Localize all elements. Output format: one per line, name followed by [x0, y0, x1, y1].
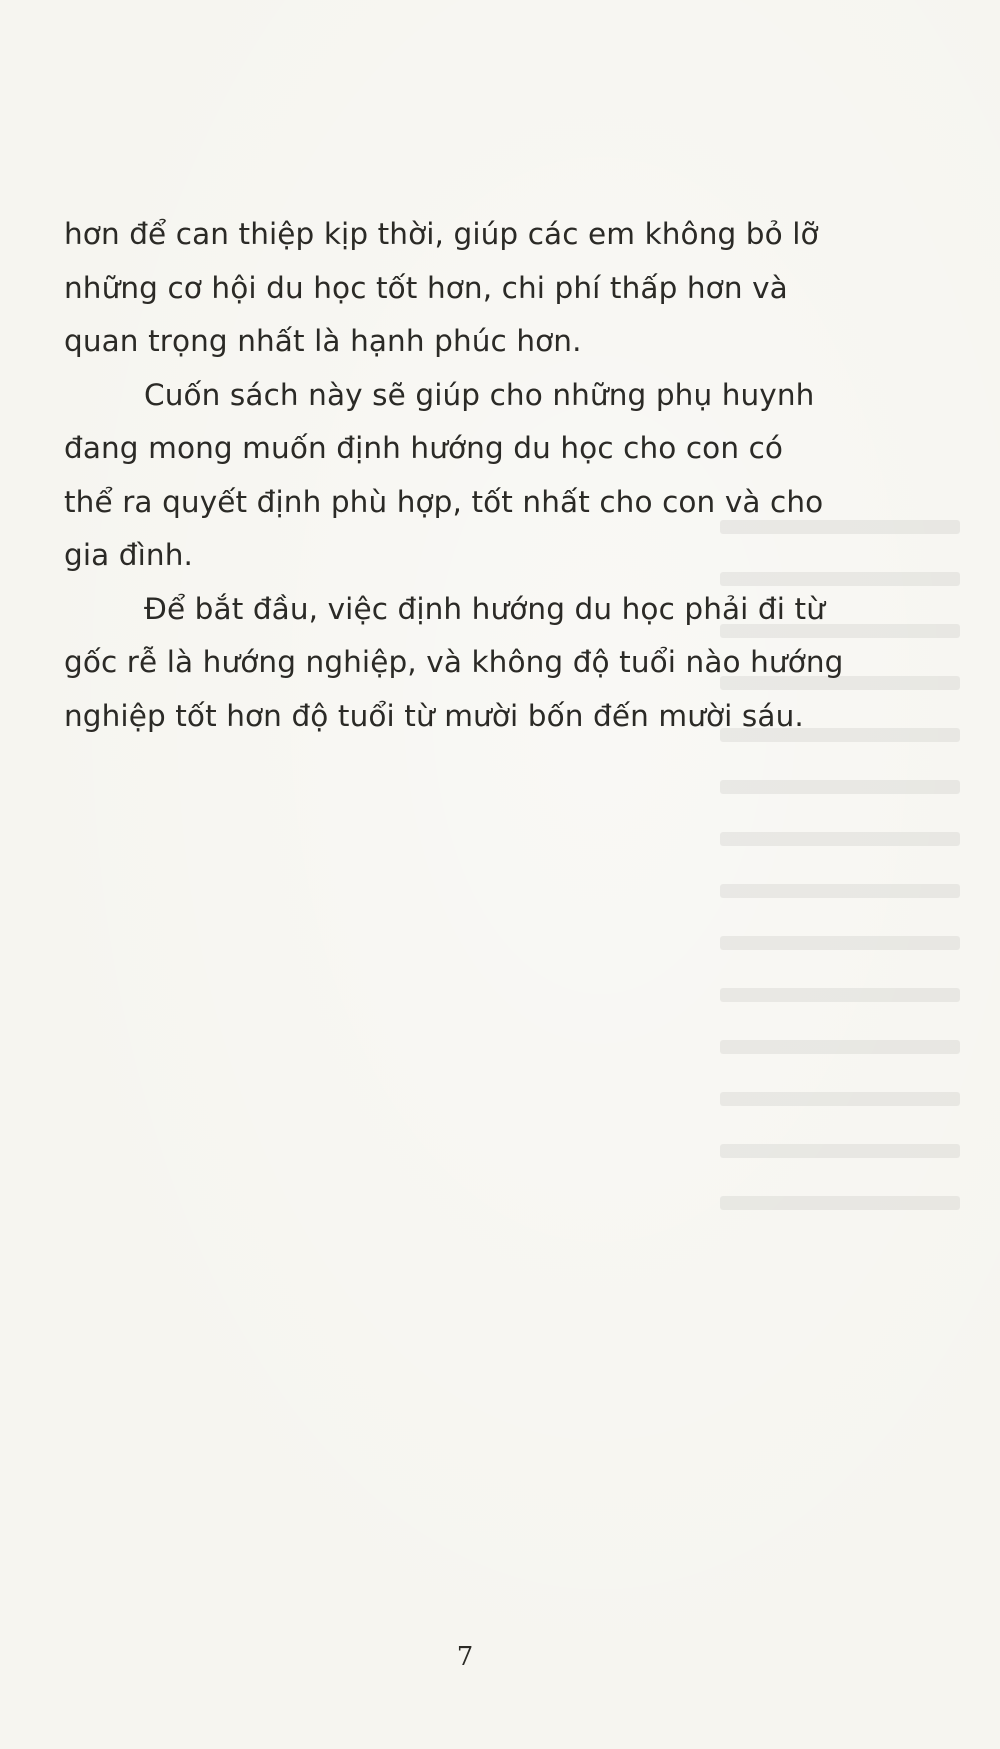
- paragraph-2: [64, 369, 914, 583]
- text-line: gốc rễ là hướng nghiệp, và không độ tuổi nào hướng: [64, 645, 844, 679]
- ghost-line: [720, 884, 960, 898]
- text-line: quan trọng nhất là hạnh phúc hơn.: [64, 324, 582, 358]
- body-text: [64, 208, 914, 743]
- page-number: 7: [456, 1642, 474, 1672]
- text-line: hơn để can thiệp kịp thời, giúp các em không bỏ lỡ: [64, 217, 819, 251]
- ghost-line: [720, 1092, 960, 1106]
- text-line: Để bắt đầu, việc định hướng du học phải đi từ: [144, 591, 825, 626]
- ghost-line: [720, 988, 960, 1002]
- ghost-line: [720, 1196, 960, 1210]
- ghost-line: [720, 832, 960, 846]
- ghost-line: [720, 1144, 960, 1158]
- text-line: đang mong muốn định hướng du học cho con có: [64, 431, 784, 465]
- paragraph-3: [64, 583, 914, 744]
- paragraph-1: [64, 208, 914, 369]
- text-line: những cơ hội du học tốt hơn, chi phí thấp hơn và: [64, 270, 788, 305]
- text-line: nghiệp tốt hơn độ tuổi từ mười bốn đến mười sáu.: [64, 698, 804, 733]
- text-line: thể ra quyết định phù hợp, tốt nhất cho con và cho: [64, 484, 824, 519]
- ghost-line: [720, 936, 960, 950]
- text-line: Cuốn sách này sẽ giúp cho những phụ huynh: [144, 377, 815, 412]
- ghost-line: [720, 780, 960, 794]
- text-line: gia đình.: [64, 538, 193, 572]
- ghost-line: [720, 1040, 960, 1054]
